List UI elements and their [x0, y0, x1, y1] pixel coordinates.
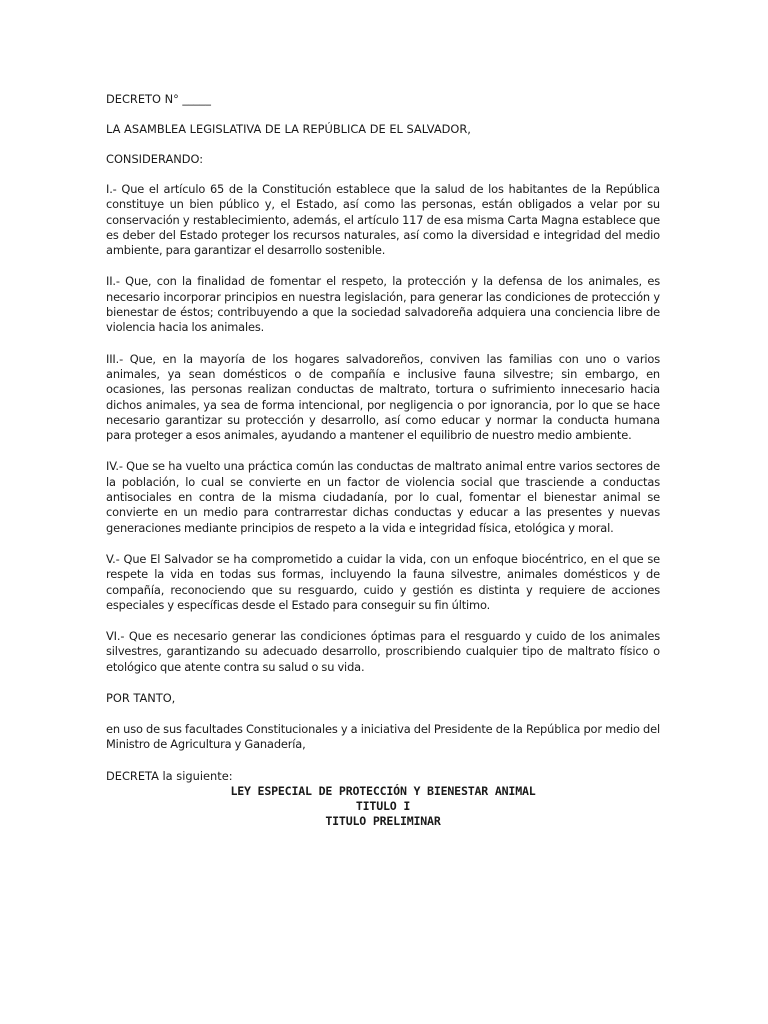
- considering-paragraph-5: V.- Que El Salvador se ha comprometido a cuidar la vida, con un enfoque biocéntrico, en el que se respete la vida en todas sus formas, incluyendo la fauna silvestre, animales domésticos y de compañía, reconociendo que su resguardo, cuido y gestión es distinta y requiere de acciones especiales y específicas desde el Estado para conseguir su fin último.: [106, 551, 660, 612]
- therefore-heading: POR TANTO,: [106, 691, 176, 706]
- title-name: TITULO PRELIMINAR: [325, 813, 441, 828]
- decrees-line: DECRETA la siguiente:: [106, 768, 233, 783]
- decree-number: DECRETO N° _____: [106, 92, 211, 106]
- assembly-heading: LA ASAMBLEA LEGISLATIVA DE LA REPÚBLICA DE EL SALVADOR,: [106, 122, 471, 136]
- title-number: TITULO I: [355, 798, 411, 813]
- considering-paragraph-1: I.- Que el artículo 65 de la Constitución establece que la salud de los habitantes de la República constituye un bien público y, el Estado, así como las personas, están obligados a velar por su conservación y restablecimiento, además, el artículo 117 de esa misma Carta Magna establece que es deber del Estado proteger los recursos naturales, así como la diversidad e integridad del medio ambiente, para garantizar el desarrollo sostenible.: [106, 182, 660, 258]
- considering-paragraph-3: III.- Que, en la mayoría de los hogares salvadoreños, conviven las familias con uno o varios animales, ya sean domésticos o de compañía e inclusive fauna silvestre; sin embargo, en ocasiones, las personas realizan conductas de maltrato, tortura o sufrimiento innecesario hacia dichos animales, ya sea de forma intencional, por negligencia o por ignorancia, por lo que se hace necesario garantizar su protección y desarrollo, así como educar y normar la conducta humana para proteger a esos animales, ayudando a mantener el equilibrio de nuestro medio ambiente.: [106, 351, 660, 443]
- considering-paragraph-4: IV.- Que se ha vuelto una práctica común las conductas de maltrato animal entre varios sectores de la población, lo cual se convierte en un factor de violencia social que trasciende a conductas antisociales en contra de la misma ciudadanía, por lo cual, fomentar el bienestar animal se convierte en un medio para contrarrestar dichas conductas y educar a las presentes y nuevas generaciones mediante principios de respeto a la vida e integridad física, etológica y moral.: [106, 459, 660, 535]
- use-of-powers-paragraph: en uso de sus facultades Constitucionales y a iniciativa del Presidente de la República por medio del Ministro de Agricultura y Ganadería,: [106, 722, 660, 752]
- law-title: LEY ESPECIAL DE PROTECCIÓN Y BIENESTAR ANIMAL: [230, 783, 536, 798]
- considering-heading: CONSIDERANDO:: [106, 152, 204, 166]
- document-page: [106, 92, 660, 829]
- considering-paragraph-2: II.- Que, con la finalidad de fomentar el respeto, la protección y la defensa de los animales, es necesario incorporar principios en nuestra legislación, para generar las condiciones de protección y bienestar de éstos; contribuyendo a que la sociedad salvadoreña adquiera una conciencia libre de violencia hacia los animales.: [106, 274, 660, 335]
- considering-paragraph-6: VI.- Que es necesario generar las condiciones óptimas para el resguardo y cuido de los animales silvestres, garantizando su adecuado desarrollo, proscribiendo cualquier tipo de maltrato físico o etológico que atente contra su salud o su vida.: [106, 629, 660, 674]
